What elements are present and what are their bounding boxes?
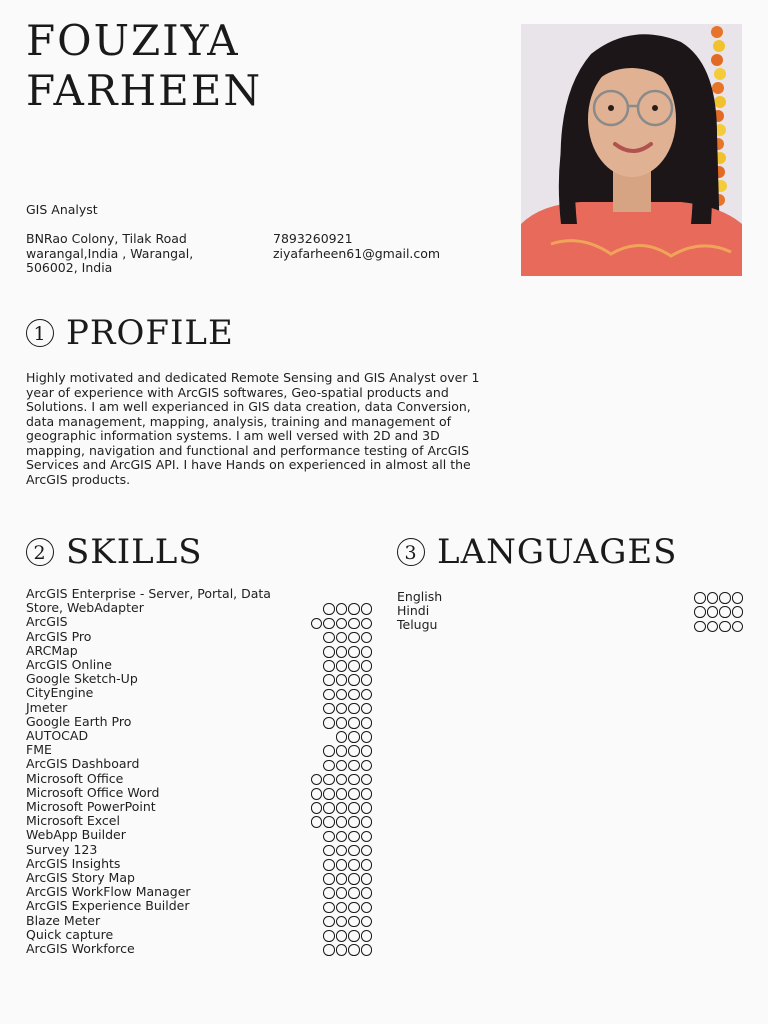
rating-circle-icon <box>323 603 335 615</box>
rating-circle-icon <box>323 802 335 814</box>
skill-item <box>26 743 372 757</box>
rating-dots <box>694 606 743 618</box>
rating-circle-icon <box>336 902 348 914</box>
rating-circle-icon <box>323 717 335 729</box>
address-line-1: BNRao Colony, Tilak Road <box>26 231 187 246</box>
rating-circle-icon <box>361 717 373 729</box>
skill-item <box>26 772 372 786</box>
skill-item-label: Survey 123 <box>26 841 98 857</box>
rating-dots <box>323 745 372 757</box>
rating-dots <box>323 717 372 729</box>
rating-circle-icon <box>336 603 348 615</box>
rating-circle-icon <box>336 674 348 686</box>
skill-item <box>26 729 372 743</box>
rating-circle-icon <box>336 774 348 786</box>
skill-item-label: ArcGIS Enterprise - Server, Portal, Data Store, WebAdapter <box>26 586 271 616</box>
rating-circle-icon <box>694 592 706 604</box>
skills-title: SKILLS <box>66 532 203 572</box>
skill-item-label: Microsoft Excel <box>26 813 120 829</box>
rating-circle-icon <box>719 606 731 618</box>
rating-dots <box>323 873 372 885</box>
rating-circle-icon <box>323 674 335 686</box>
rating-circle-icon <box>336 944 348 956</box>
skill-item <box>26 701 372 715</box>
rating-circle-icon <box>348 603 360 615</box>
rating-circle-icon <box>361 816 373 828</box>
skill-item-label: ArcGIS Dashboard <box>26 756 140 772</box>
rating-circle-icon <box>336 717 348 729</box>
skill-item-label: ArcGIS Pro <box>26 628 92 644</box>
rating-circle-icon <box>348 774 360 786</box>
rating-dots <box>311 802 373 814</box>
rating-circle-icon <box>361 603 373 615</box>
skills-list <box>26 587 372 956</box>
rating-dots <box>311 788 373 800</box>
rating-circle-icon <box>348 887 360 899</box>
language-item-label: English <box>397 589 443 604</box>
rating-circle-icon <box>361 831 373 843</box>
skill-item <box>26 928 372 942</box>
rating-circle-icon <box>348 703 360 715</box>
rating-circle-icon <box>361 646 373 658</box>
rating-circle-icon <box>336 646 348 658</box>
rating-circle-icon <box>348 689 360 701</box>
rating-circle-icon <box>336 618 348 630</box>
skill-item <box>26 871 372 885</box>
rating-circle-icon <box>348 930 360 942</box>
rating-dots <box>323 916 372 928</box>
rating-circle-icon <box>336 916 348 928</box>
rating-circle-icon <box>323 916 335 928</box>
rating-circle-icon <box>361 703 373 715</box>
skill-item-label: Microsoft Office <box>26 770 124 786</box>
rating-circle-icon <box>348 788 360 800</box>
rating-circle-icon <box>707 606 719 618</box>
skill-item-label: ArcGIS WorkFlow Manager <box>26 884 191 900</box>
rating-circle-icon <box>323 703 335 715</box>
profile-heading <box>26 313 234 353</box>
rating-circle-icon <box>361 774 373 786</box>
rating-dots <box>323 831 372 843</box>
skill-item <box>26 757 372 771</box>
skill-item-label: ArcGIS Experience Builder <box>26 898 190 914</box>
skill-item <box>26 800 372 814</box>
rating-circle-icon <box>361 944 373 956</box>
section-number-badge: 3 <box>397 538 425 566</box>
rating-circle-icon <box>336 788 348 800</box>
rating-circle-icon <box>311 802 323 814</box>
rating-circle-icon <box>323 774 335 786</box>
skill-item-label: Microsoft PowerPoint <box>26 799 156 815</box>
rating-dots <box>323 603 372 615</box>
rating-circle-icon <box>732 621 744 633</box>
skill-item-label: ArcGIS Story Map <box>26 870 135 886</box>
rating-circle-icon <box>732 592 744 604</box>
rating-circle-icon <box>336 930 348 942</box>
rating-circle-icon <box>336 887 348 899</box>
skill-item <box>26 942 372 956</box>
rating-circle-icon <box>336 731 348 743</box>
rating-circle-icon <box>361 689 373 701</box>
rating-circle-icon <box>361 788 373 800</box>
rating-dots <box>323 930 372 942</box>
skill-item <box>26 857 372 871</box>
first-name: FOUZIYA <box>26 16 240 65</box>
rating-dots <box>323 646 372 658</box>
rating-dots <box>311 774 373 786</box>
section-number-badge: 2 <box>26 538 54 566</box>
rating-circle-icon <box>336 873 348 885</box>
skill-item-label: Quick capture <box>26 926 114 942</box>
rating-dots <box>311 816 373 828</box>
rating-dots <box>323 859 372 871</box>
rating-circle-icon <box>361 760 373 772</box>
profile-photo <box>521 24 742 276</box>
rating-circle-icon <box>348 618 360 630</box>
rating-circle-icon <box>323 816 335 828</box>
rating-circle-icon <box>348 646 360 658</box>
rating-circle-icon <box>361 859 373 871</box>
languages-list <box>397 590 743 633</box>
languages-heading <box>397 532 677 572</box>
skill-item <box>26 672 372 686</box>
skill-item <box>26 814 372 828</box>
rating-circle-icon <box>336 859 348 871</box>
skill-item-label: Blaze Meter <box>26 912 101 928</box>
rating-circle-icon <box>336 632 348 644</box>
rating-circle-icon <box>323 660 335 672</box>
skill-item-label: Microsoft Office Word <box>26 784 160 800</box>
rating-dots <box>323 660 372 672</box>
candidate-name <box>26 16 262 116</box>
profile-title: PROFILE <box>66 313 234 353</box>
skill-item-label: CityEngine <box>26 685 94 701</box>
skill-item-label: ArcGIS Online <box>26 657 112 673</box>
language-item-label: Telugu <box>397 617 438 633</box>
skill-item-label: Google Sketch-Up <box>26 671 138 687</box>
skill-item-label: Google Earth Pro <box>26 713 132 729</box>
rating-dots <box>336 731 373 743</box>
rating-circle-icon <box>348 845 360 857</box>
rating-circle-icon <box>361 618 373 630</box>
rating-circle-icon <box>361 745 373 757</box>
address-line-3: 506002, India <box>26 260 113 275</box>
rating-circle-icon <box>323 944 335 956</box>
rating-circle-icon <box>348 873 360 885</box>
skill-item <box>26 686 372 700</box>
rating-circle-icon <box>361 731 373 743</box>
rating-dots <box>323 760 372 772</box>
rating-circle-icon <box>361 930 373 942</box>
section-number-badge: 1 <box>26 319 54 347</box>
skill-item <box>26 786 372 800</box>
rating-circle-icon <box>361 916 373 928</box>
rating-circle-icon <box>323 745 335 757</box>
address <box>26 232 226 276</box>
rating-circle-icon <box>348 731 360 743</box>
rating-circle-icon <box>311 816 323 828</box>
skill-item-label: FME <box>26 742 52 758</box>
language-item <box>397 590 743 604</box>
rating-circle-icon <box>336 845 348 857</box>
job-title: GIS Analyst <box>26 202 98 217</box>
rating-dots <box>323 845 372 857</box>
contact-info <box>273 232 440 261</box>
rating-circle-icon <box>348 717 360 729</box>
rating-dots <box>323 944 372 956</box>
rating-circle-icon <box>361 660 373 672</box>
rating-circle-icon <box>348 745 360 757</box>
skill-item-label: WebApp Builder <box>26 827 126 843</box>
rating-circle-icon <box>707 592 719 604</box>
rating-circle-icon <box>323 689 335 701</box>
rating-circle-icon <box>348 802 360 814</box>
rating-circle-icon <box>311 774 323 786</box>
rating-circle-icon <box>323 902 335 914</box>
rating-circle-icon <box>336 660 348 672</box>
skill-item <box>26 843 372 857</box>
rating-circle-icon <box>361 802 373 814</box>
rating-dots <box>323 902 372 914</box>
rating-circle-icon <box>336 802 348 814</box>
rating-circle-icon <box>323 845 335 857</box>
rating-circle-icon <box>361 674 373 686</box>
skill-item-label: ARCMap <box>26 642 78 658</box>
rating-circle-icon <box>348 916 360 928</box>
rating-circle-icon <box>323 873 335 885</box>
rating-circle-icon <box>323 887 335 899</box>
rating-circle-icon <box>348 902 360 914</box>
rating-circle-icon <box>348 859 360 871</box>
rating-circle-icon <box>348 674 360 686</box>
rating-circle-icon <box>336 703 348 715</box>
rating-circle-icon <box>719 621 731 633</box>
rating-circle-icon <box>361 873 373 885</box>
skill-item <box>26 885 372 899</box>
rating-dots <box>694 592 743 604</box>
skill-item-label: ArcGIS Workforce <box>26 941 135 957</box>
rating-dots <box>323 674 372 686</box>
skill-item <box>26 828 372 842</box>
last-name: FARHEEN <box>26 66 263 115</box>
skill-item <box>26 630 372 644</box>
skill-item-label: Jmeter <box>26 699 68 715</box>
rating-circle-icon <box>336 831 348 843</box>
rating-circle-icon <box>336 689 348 701</box>
rating-circle-icon <box>348 944 360 956</box>
skill-item <box>26 644 372 658</box>
profile-summary: Highly motivated and dedicated Remote Sensing and GIS Analyst over 1 year of experience with ArcGIS softwares, Geo-spatial products and Solutions. I am well experianced in GIS data creation, data Conversion, data management, mapping, analysis, training and management of geographic information systems. I am well versed with 2D and 3D mapping, navigation and functional and performance testing of ArcGIS Services and ArcGIS API. I have Hands on experienced in almost all the ArcGIS products. <box>26 370 480 487</box>
skill-item <box>26 658 372 672</box>
rating-circle-icon <box>323 646 335 658</box>
skill-item-label: ArcGIS <box>26 614 68 630</box>
rating-dots <box>694 621 743 633</box>
language-item-label: Hindi <box>397 603 430 619</box>
skill-item <box>26 587 372 615</box>
rating-circle-icon <box>323 618 335 630</box>
rating-circle-icon <box>348 760 360 772</box>
rating-circle-icon <box>323 632 335 644</box>
rating-circle-icon <box>311 618 323 630</box>
skill-item <box>26 914 372 928</box>
rating-circle-icon <box>336 745 348 757</box>
rating-circle-icon <box>361 632 373 644</box>
skill-item <box>26 899 372 913</box>
rating-circle-icon <box>323 930 335 942</box>
rating-circle-icon <box>323 788 335 800</box>
rating-circle-icon <box>694 606 706 618</box>
rating-dots <box>323 887 372 899</box>
address-line-2: warangal,India , Warangal, <box>26 245 194 261</box>
rating-dots <box>311 618 373 630</box>
skill-item <box>26 715 372 729</box>
rating-circle-icon <box>361 845 373 857</box>
rating-dots <box>323 632 372 644</box>
email-address: ziyafarheen61@gmail.com <box>273 245 441 261</box>
rating-circle-icon <box>694 621 706 633</box>
rating-circle-icon <box>361 902 373 914</box>
phone-number: 7893260921 <box>273 231 353 246</box>
rating-circle-icon <box>348 660 360 672</box>
rating-circle-icon <box>323 859 335 871</box>
rating-dots <box>323 689 372 701</box>
rating-circle-icon <box>336 816 348 828</box>
rating-circle-icon <box>336 760 348 772</box>
language-item <box>397 604 743 618</box>
rating-circle-icon <box>348 632 360 644</box>
languages-title: LANGUAGES <box>437 532 678 572</box>
skills-heading <box>26 532 203 572</box>
skill-item-label: ArcGIS Insights <box>26 855 121 871</box>
rating-circle-icon <box>323 831 335 843</box>
rating-dots <box>323 703 372 715</box>
rating-circle-icon <box>719 592 731 604</box>
rating-circle-icon <box>732 606 744 618</box>
rating-circle-icon <box>348 831 360 843</box>
rating-circle-icon <box>361 887 373 899</box>
rating-circle-icon <box>311 788 323 800</box>
language-item <box>397 618 743 632</box>
skill-item-label: AUTOCAD <box>26 728 89 744</box>
skill-item <box>26 615 372 629</box>
rating-circle-icon <box>707 621 719 633</box>
rating-circle-icon <box>323 760 335 772</box>
rating-circle-icon <box>348 816 360 828</box>
